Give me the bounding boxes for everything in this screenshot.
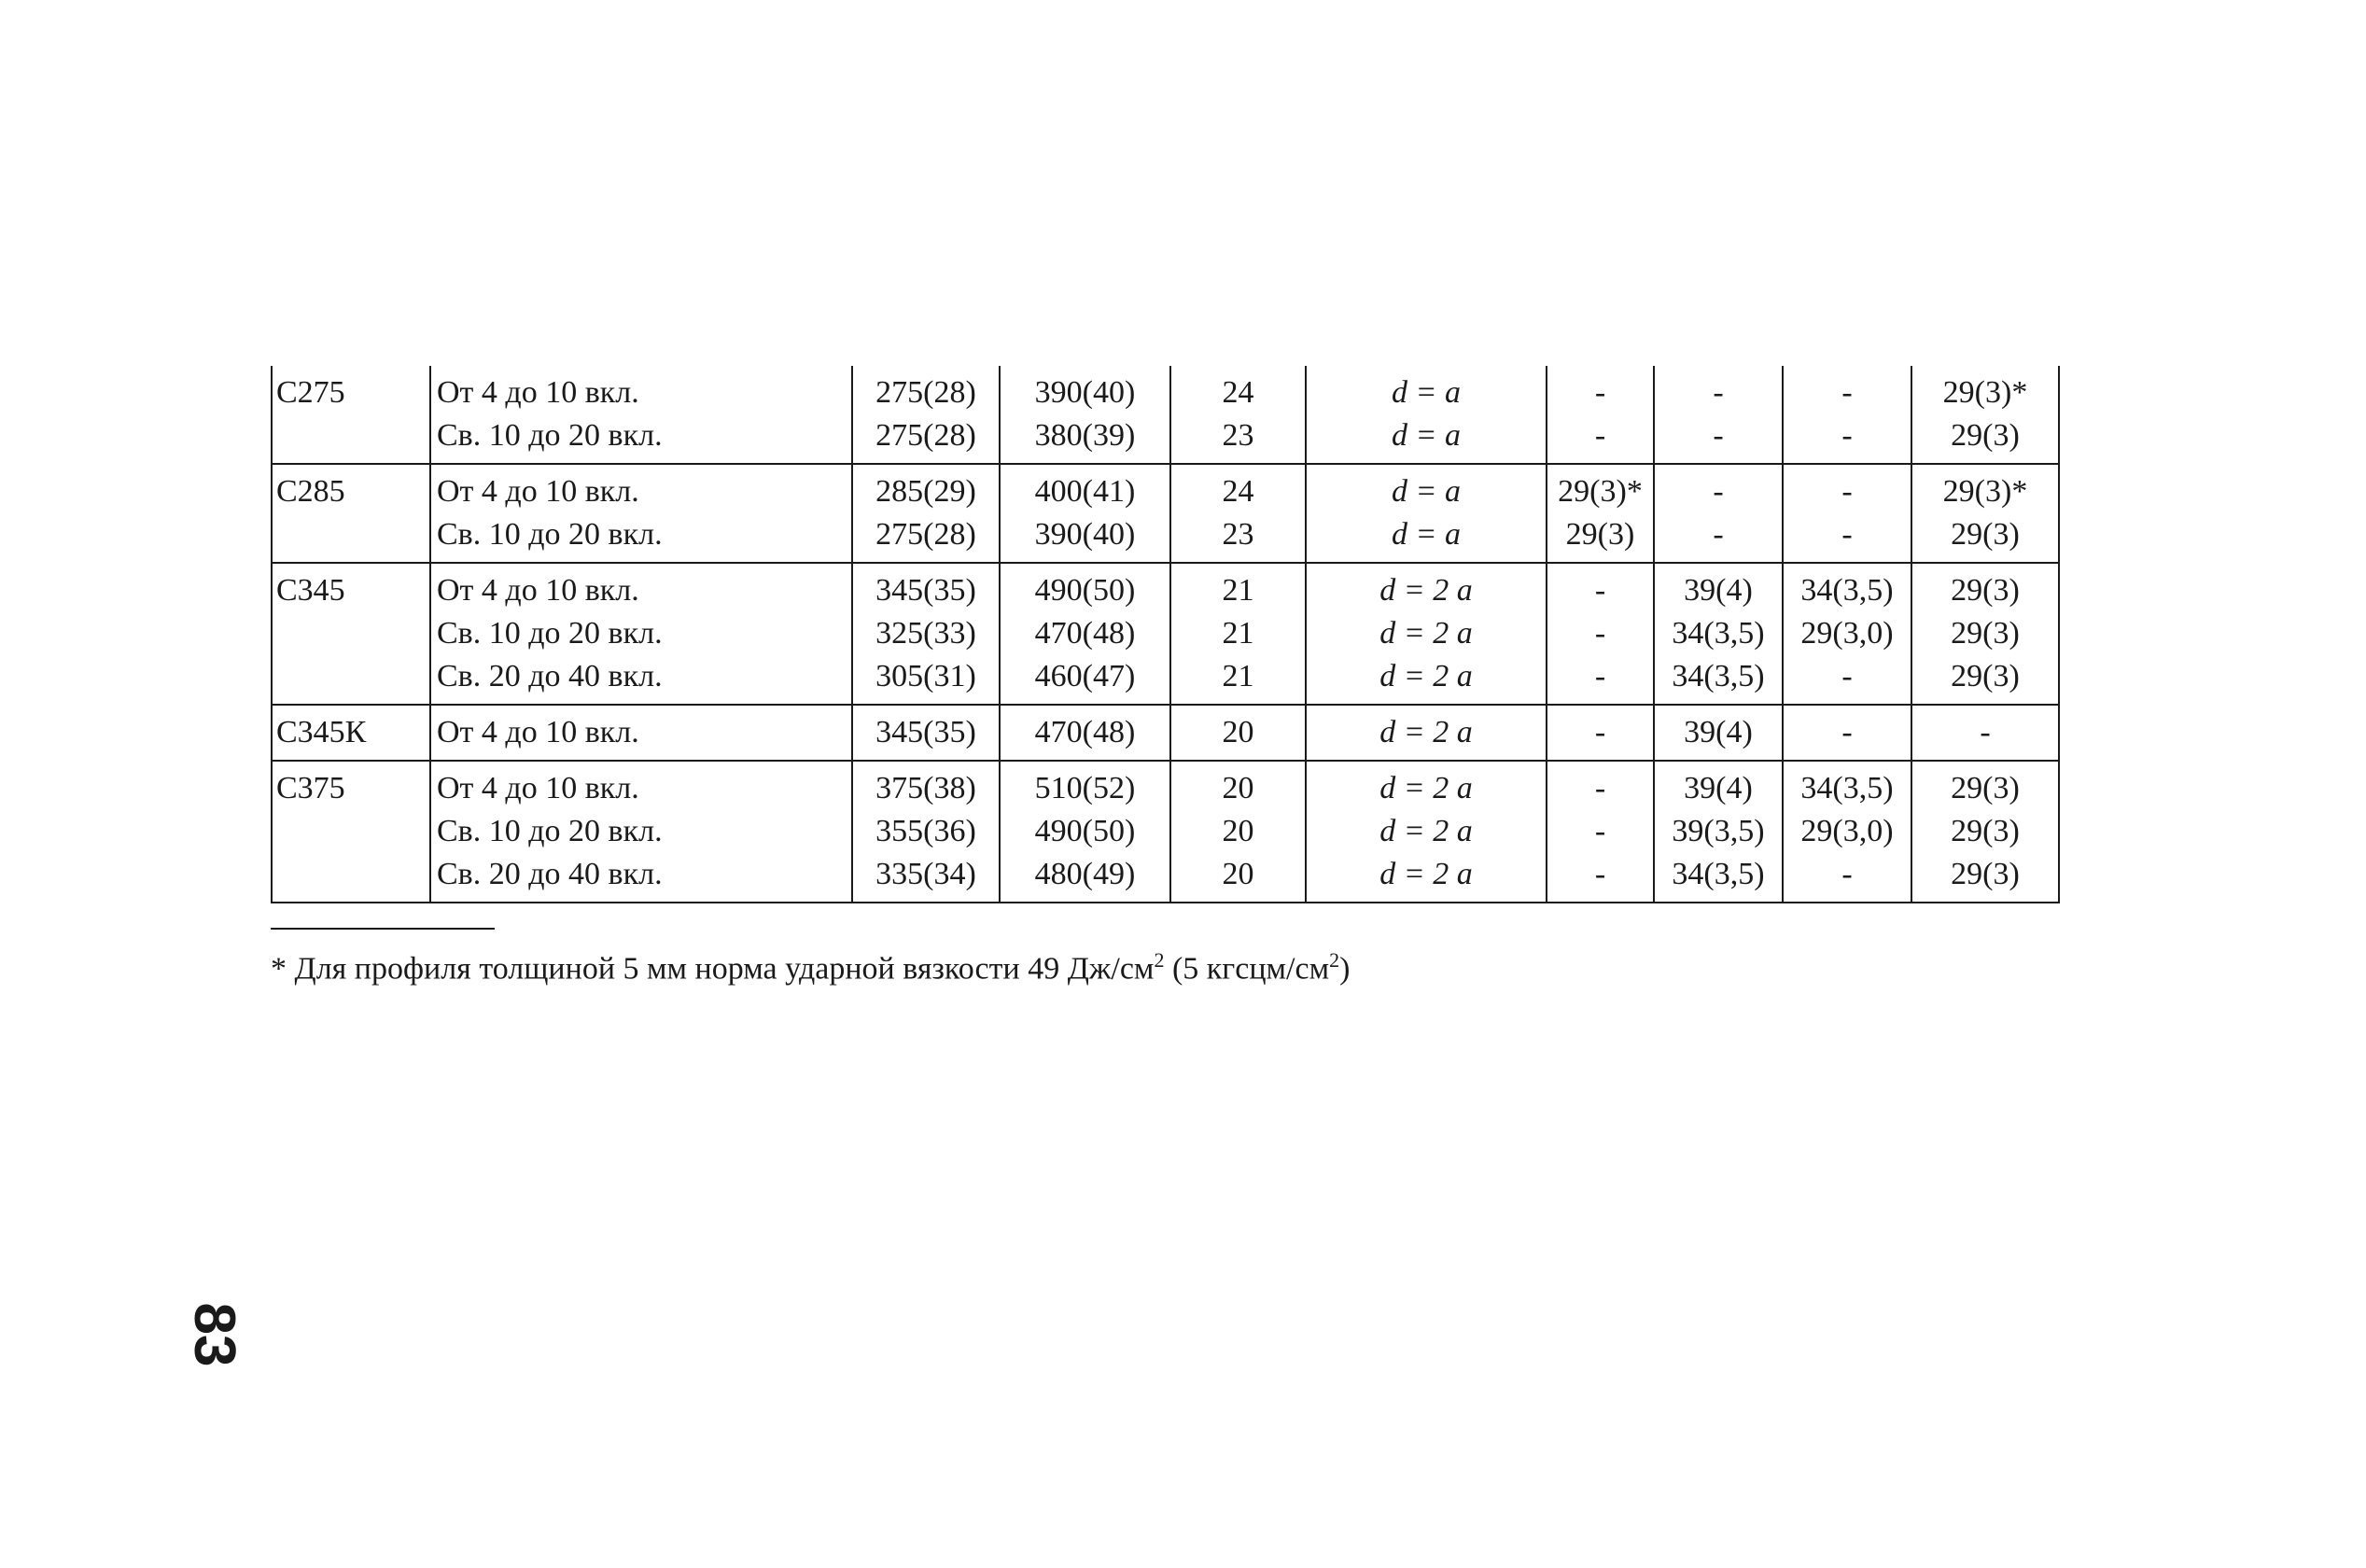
- bend-test-value: d = 2 a: [1379, 573, 1473, 608]
- tensile-strength-cell: [1000, 761, 1170, 903]
- tensile-strength-value: 470(48): [1034, 715, 1136, 749]
- bend-test-value: d = 2 a: [1379, 616, 1473, 651]
- thickness-value: От 4 до 10 вкл.: [437, 573, 639, 608]
- impact-col-3-value: -: [1841, 474, 1853, 509]
- table-row: [272, 366, 2059, 464]
- elongation-value: 20: [1222, 771, 1254, 805]
- thickness-cell: [430, 366, 852, 464]
- yield-strength-value: 325(33): [875, 616, 976, 651]
- impact-col-2-cell: [1654, 464, 1783, 563]
- bend-test-value: d = 2 a: [1379, 659, 1473, 693]
- impact-col-2-value: 34(3,5): [1672, 659, 1765, 693]
- footnote-text: * Для профиля толщиной 5 мм норма ударной вязкости 49 Дж/см: [271, 951, 1155, 987]
- tensile-strength-cell: [1000, 563, 1170, 705]
- impact-col-1-value: -: [1594, 375, 1606, 410]
- impact-col-4-value: 29(3): [1951, 857, 2020, 891]
- tensile-strength-value: 390(40): [1034, 517, 1136, 552]
- bend-test-value: d = a: [1392, 517, 1461, 552]
- thickness-value: От 4 до 10 вкл.: [437, 474, 639, 509]
- tensile-strength-cell: [1000, 464, 1170, 563]
- impact-col-2-cell: [1654, 563, 1783, 705]
- elongation-value: 20: [1222, 857, 1254, 891]
- thickness-value: Св. 10 до 20 вкл.: [437, 517, 663, 552]
- impact-col-3-cell: [1783, 705, 1911, 761]
- steel-grade-cell: С275: [272, 366, 430, 464]
- thickness-value: Св. 10 до 20 вкл.: [437, 418, 663, 453]
- impact-col-2-cell: [1654, 705, 1783, 761]
- impact-col-3-value: -: [1841, 517, 1853, 552]
- steel-grade-cell: С375: [272, 761, 430, 903]
- footnote-text: (5 кгсцм/см: [1164, 951, 1330, 987]
- impact-col-4-value: 29(3)*: [1942, 375, 2028, 410]
- tensile-strength-value: 380(39): [1034, 418, 1136, 453]
- impact-col-1-value: 29(3): [1565, 517, 1635, 552]
- elongation-value: 23: [1222, 517, 1254, 552]
- elongation-value: 23: [1222, 418, 1254, 453]
- bend-test-cell: [1306, 705, 1547, 761]
- page-number: 83: [182, 1302, 247, 1367]
- thickness-value: От 4 до 10 вкл.: [437, 375, 639, 410]
- yield-strength-value: 275(28): [875, 517, 976, 552]
- bend-test-cell: [1306, 761, 1547, 903]
- impact-col-3-value: 29(3,0): [1800, 616, 1894, 651]
- tensile-strength-value: 490(50): [1034, 573, 1136, 608]
- bend-test-value: d = 2 a: [1379, 715, 1473, 749]
- elongation-cell: [1170, 705, 1306, 761]
- impact-col-3-value: -: [1841, 715, 1853, 749]
- impact-col-1-cell: [1547, 366, 1654, 464]
- yield-strength-cell: [852, 366, 1000, 464]
- yield-strength-value: 345(35): [875, 715, 976, 749]
- thickness-cell: [430, 464, 852, 563]
- tensile-strength-cell: [1000, 705, 1170, 761]
- impact-col-3-cell: [1783, 464, 1911, 563]
- impact-col-3-value: 29(3,0): [1800, 814, 1894, 848]
- impact-col-4-cell: [1911, 366, 2059, 464]
- steel-grade-cell: С285: [272, 464, 430, 563]
- impact-col-4-value: -: [1980, 715, 1991, 749]
- tensile-strength-value: 490(50): [1034, 814, 1136, 848]
- impact-col-2-value: -: [1713, 474, 1724, 509]
- impact-col-2-cell: [1654, 366, 1783, 464]
- bend-test-value: d = a: [1392, 474, 1461, 509]
- footnote-superscript: 2: [1329, 948, 1340, 972]
- impact-col-4-value: 29(3): [1951, 418, 2020, 453]
- table-row: [272, 761, 2059, 903]
- footnote-superscript: 2: [1154, 948, 1165, 972]
- table-body: [272, 366, 2059, 903]
- yield-strength-value: 375(38): [875, 771, 976, 805]
- impact-col-3-value: -: [1841, 857, 1853, 891]
- impact-col-1-value: -: [1594, 616, 1606, 651]
- impact-col-2-value: 39(4): [1684, 771, 1753, 805]
- tensile-strength-value: 510(52): [1034, 771, 1136, 805]
- impact-col-1-cell: [1547, 563, 1654, 705]
- impact-col-2-value: 39(4): [1684, 573, 1753, 608]
- yield-strength-cell: [852, 464, 1000, 563]
- bend-test-cell: [1306, 563, 1547, 705]
- yield-strength-value: 335(34): [875, 857, 976, 891]
- footnote-divider: [271, 928, 495, 930]
- impact-col-1-value: -: [1594, 715, 1606, 749]
- elongation-value: 24: [1222, 474, 1254, 509]
- elongation-value: 21: [1222, 659, 1254, 693]
- table-row: [272, 563, 2059, 705]
- bend-test-value: d = 2 a: [1379, 771, 1473, 805]
- impact-col-1-value: -: [1594, 573, 1606, 608]
- impact-col-1-value: 29(3)*: [1558, 474, 1643, 509]
- impact-col-4-value: 29(3): [1951, 814, 2020, 848]
- yield-strength-cell: [852, 705, 1000, 761]
- tensile-strength-value: 390(40): [1034, 375, 1136, 410]
- elongation-cell: [1170, 761, 1306, 903]
- thickness-cell: [430, 761, 852, 903]
- footnote: [271, 948, 1350, 987]
- tensile-strength-value: 400(41): [1034, 474, 1136, 509]
- thickness-cell: [430, 563, 852, 705]
- table-row: [272, 705, 2059, 761]
- thickness-cell: [430, 705, 852, 761]
- impact-col-4-value: 29(3): [1951, 771, 2020, 805]
- impact-col-4-value: 29(3): [1951, 616, 2020, 651]
- elongation-cell: [1170, 464, 1306, 563]
- yield-strength-cell: [852, 563, 1000, 705]
- impact-col-3-value: -: [1841, 659, 1853, 693]
- yield-strength-value: 275(28): [875, 375, 976, 410]
- impact-col-1-cell: [1547, 464, 1654, 563]
- steel-grade-cell: С345: [272, 563, 430, 705]
- thickness-value: Св. 20 до 40 вкл.: [437, 857, 663, 891]
- steel-properties-table: [271, 366, 2060, 903]
- impact-col-1-value: -: [1594, 771, 1606, 805]
- impact-col-4-cell: [1911, 464, 2059, 563]
- bend-test-value: d = a: [1392, 375, 1461, 410]
- impact-col-1-cell: [1547, 705, 1654, 761]
- elongation-value: 21: [1222, 573, 1254, 608]
- impact-col-3-cell: [1783, 563, 1911, 705]
- bend-test-value: d = a: [1392, 418, 1461, 453]
- impact-col-4-cell: [1911, 563, 2059, 705]
- impact-col-2-value: 34(3,5): [1672, 857, 1765, 891]
- impact-col-3-value: -: [1841, 375, 1853, 410]
- tensile-strength-value: 460(47): [1034, 659, 1136, 693]
- impact-col-3-cell: [1783, 366, 1911, 464]
- impact-col-2-value: 34(3,5): [1672, 616, 1765, 651]
- tensile-strength-value: 470(48): [1034, 616, 1136, 651]
- tensile-strength-cell: [1000, 366, 1170, 464]
- impact-col-2-value: -: [1713, 375, 1724, 410]
- bend-test-cell: [1306, 366, 1547, 464]
- impact-col-4-value: 29(3): [1951, 573, 2020, 608]
- elongation-cell: [1170, 366, 1306, 464]
- elongation-value: 20: [1222, 715, 1254, 749]
- elongation-value: 20: [1222, 814, 1254, 848]
- elongation-value: 21: [1222, 616, 1254, 651]
- yield-strength-value: 345(35): [875, 573, 976, 608]
- impact-col-1-value: -: [1594, 814, 1606, 848]
- impact-col-1-cell: [1547, 761, 1654, 903]
- impact-col-1-value: -: [1594, 418, 1606, 453]
- impact-col-2-value: -: [1713, 517, 1724, 552]
- impact-col-4-value: 29(3)*: [1942, 474, 2028, 509]
- yield-strength-value: 275(28): [875, 418, 976, 453]
- thickness-value: От 4 до 10 вкл.: [437, 715, 639, 749]
- impact-col-4-cell: [1911, 761, 2059, 903]
- impact-col-1-value: -: [1594, 857, 1606, 891]
- footnote-text: ): [1339, 951, 1351, 987]
- impact-col-1-value: -: [1594, 659, 1606, 693]
- elongation-value: 24: [1222, 375, 1254, 410]
- impact-col-3-value: 34(3,5): [1800, 771, 1894, 805]
- bend-test-value: d = 2 a: [1379, 814, 1473, 848]
- bend-test-value: d = 2 a: [1379, 857, 1473, 891]
- yield-strength-value: 285(29): [875, 474, 976, 509]
- impact-col-3-value: -: [1841, 418, 1853, 453]
- thickness-value: Св. 10 до 20 вкл.: [437, 616, 663, 651]
- thickness-value: Св. 20 до 40 вкл.: [437, 659, 663, 693]
- impact-col-4-value: 29(3): [1951, 517, 2020, 552]
- steel-grade-cell: С345К: [272, 705, 430, 761]
- impact-col-2-cell: [1654, 761, 1783, 903]
- impact-col-2-value: 39(4): [1684, 715, 1753, 749]
- impact-col-2-value: 39(3,5): [1672, 814, 1765, 848]
- table-row: [272, 464, 2059, 563]
- impact-col-3-value: 34(3,5): [1800, 573, 1894, 608]
- bend-test-cell: [1306, 464, 1547, 563]
- yield-strength-cell: [852, 761, 1000, 903]
- impact-col-2-value: -: [1713, 418, 1724, 453]
- yield-strength-value: 355(36): [875, 814, 976, 848]
- impact-col-4-value: 29(3): [1951, 659, 2020, 693]
- thickness-value: Св. 10 до 20 вкл.: [437, 814, 663, 848]
- impact-col-3-cell: [1783, 761, 1911, 903]
- elongation-cell: [1170, 563, 1306, 705]
- tensile-strength-value: 480(49): [1034, 857, 1136, 891]
- impact-col-4-cell: [1911, 705, 2059, 761]
- thickness-value: От 4 до 10 вкл.: [437, 771, 639, 805]
- yield-strength-value: 305(31): [875, 659, 976, 693]
